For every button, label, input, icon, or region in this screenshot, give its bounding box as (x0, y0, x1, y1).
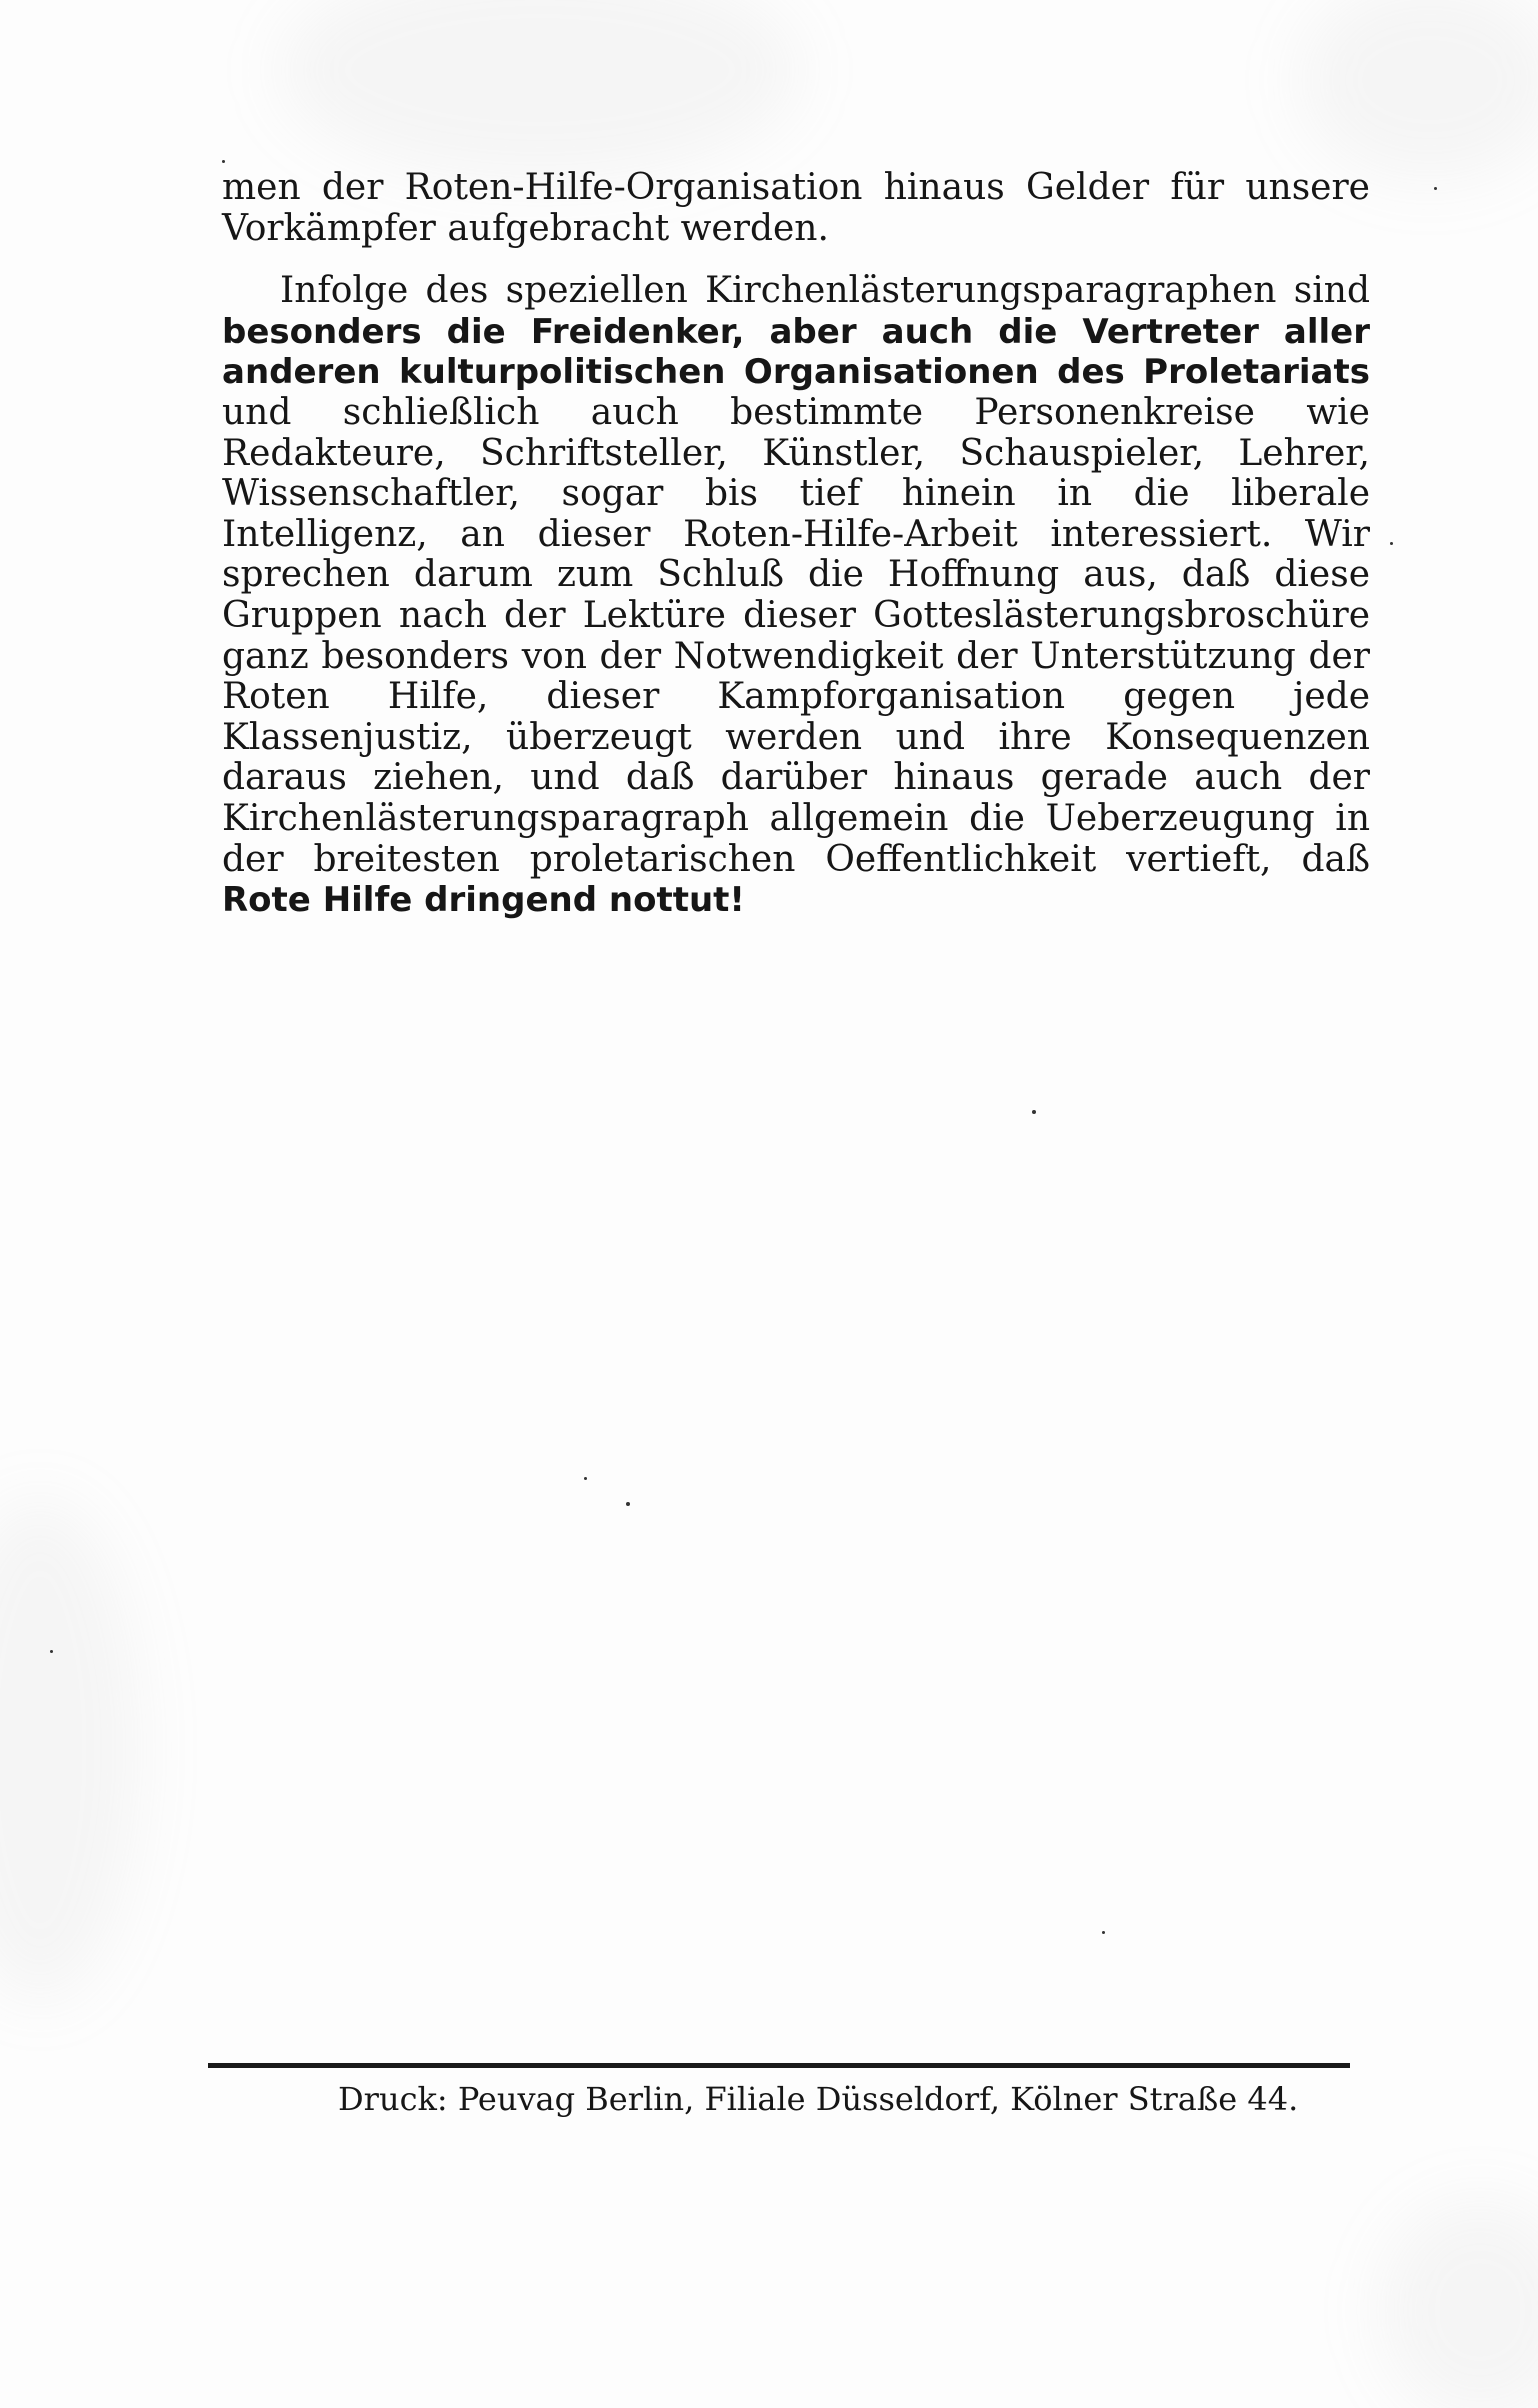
printer-imprint: Druck: Peuvag Berlin, Filiale Düsseldorf, Kölner Straße 44. (338, 2080, 1299, 2118)
paragraph-continued: men der Roten-Hilfe-Organisation hinaus Gelder für unsere Vorkämpfer aufgebracht werden. (222, 167, 1370, 249)
paragraph-text: Infolge des speziellen Kirchenlästerungsparagraphen sind (280, 270, 1370, 312)
paper-smudge (280, 0, 800, 180)
dust-speck (1434, 187, 1437, 190)
dust-speck (1390, 542, 1393, 545)
paper-smudge (0, 1500, 140, 2000)
dust-speck (1032, 1110, 1036, 1114)
paragraph-main (222, 271, 1370, 921)
paper-smudge (1300, 0, 1538, 180)
dust-speck (1102, 1931, 1105, 1934)
paper-smudge (1380, 2200, 1538, 2408)
closing-slogan: Rote Hilfe dringend nottut! (222, 880, 745, 921)
bold-emphasis: besonders die Freidenker, aber auch die Vertreter aller anderen kulturpolitischen Organisationen des Proletariats (222, 311, 1370, 393)
paragraph-text: und schließlich auch bestimmte Personenkreise wie Redakteure, Schriftsteller, Künstler, Schauspieler, Lehrer, Wissenschaftler, sogar bis tief hinein in die liberale Intelligenz, an dieser Roten-Hilfe-Arbeit interessiert. Wir sprechen darum zum Schluß die Hoffnung aus, daß diese Gruppen nach der Lektüre dieser Gotteslästerungsbroschüre ganz besonders von der Notwendigkeit der Unterstützung der Roten Hilfe, dieser Kampforganisation gegen jede Klassenjustiz, überzeugt werden und ihre Konsequenzen daraus ziehen, und daß darüber hinaus gerade auch der Kirchenlästerungsparagraph allgemein die Ueberzeugung in der breitesten proletarischen Oeffentlichkeit vertieft, daß (222, 391, 1370, 880)
horizontal-rule (208, 2063, 1350, 2068)
body-text (222, 168, 1370, 921)
dust-speck (50, 1650, 53, 1653)
dust-speck (626, 1502, 630, 1506)
dust-speck (584, 1477, 587, 1480)
dust-speck (222, 160, 225, 163)
